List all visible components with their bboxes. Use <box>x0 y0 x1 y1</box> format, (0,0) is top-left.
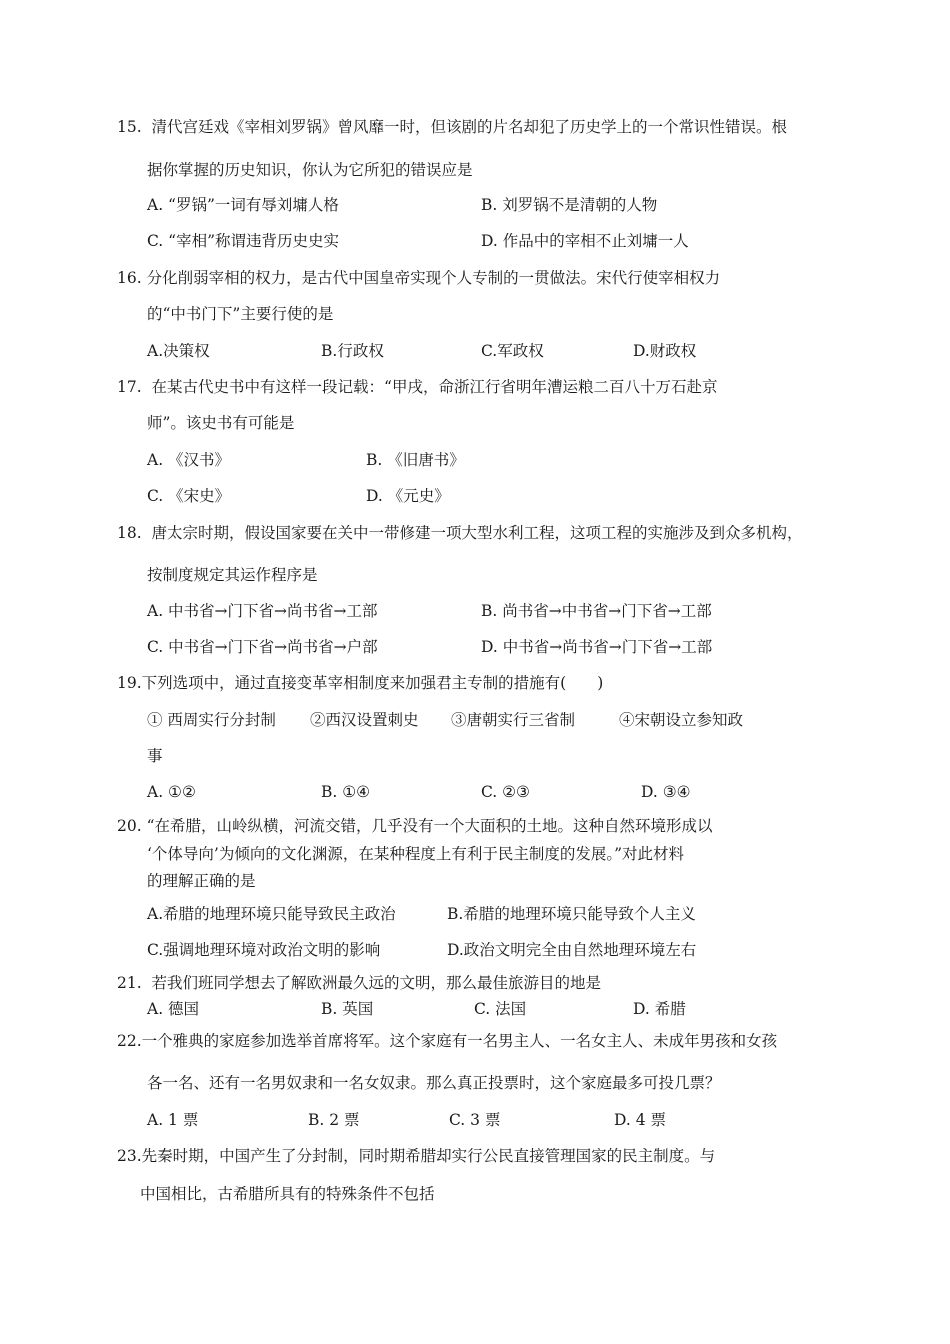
question-20-option-c: C.强调地理环境对政治文明的影响 <box>147 941 381 959</box>
question-19-item-4-cont: 事 <box>147 747 163 765</box>
question-18-option-b: B. 尚书省→中书省→门下省→工部 <box>481 602 712 620</box>
question-22-option-b: B. 2 票 <box>308 1111 360 1129</box>
question-17-option-b: B. 《旧唐书》 <box>366 451 465 469</box>
question-19-item-3: ③唐朝实行三省制 <box>451 711 576 729</box>
question-19-item-1: ① 西周实行分封制 <box>147 711 276 729</box>
question-16-line-1: 16. 分化削弱宰相的权力，是古代中国皇帝实现个人专制的一贯做法。宋代行使宰相权力 <box>117 269 721 287</box>
question-15-option-b: B. 刘罗锅不是清朝的人物 <box>481 196 658 214</box>
question-17-option-c: C. 《宋史》 <box>147 487 231 505</box>
question-16-option-d: D.财政权 <box>633 342 697 360</box>
question-22-option-a: A. 1 票 <box>147 1111 199 1129</box>
question-20-line-1: 20. “在希腊，山岭纵横，河流交错，几乎没有一个大面积的土地。这种自然环境形成以 <box>117 817 713 835</box>
question-22-line-2: 各一名、还有一名男奴隶和一名女奴隶。那么真正投票时，这个家庭最多可投几票？ <box>147 1074 721 1092</box>
question-15-option-d: D. 作品中的宰相不止刘墉一人 <box>481 232 689 250</box>
question-20-option-a: A.希腊的地理环境只能导致民主政治 <box>147 905 396 923</box>
question-19-item-2: ②西汉设置刺史 <box>310 711 419 729</box>
question-21-option-b: B. 英国 <box>321 1000 374 1018</box>
question-20-line-2: ‘个体导向’为倾向的文化渊源，在某种程度上有利于民主制度的发展。”对此材料 <box>147 845 685 863</box>
question-19-item-4: ④宋朝设立参知政 <box>619 711 744 729</box>
question-17-line-1: 17. 在某古代史书中有这样一段记载：“甲戌，命浙江行省明年漕运粮二百八十万石赴京 <box>117 378 718 396</box>
question-19-option-c: C. ②③ <box>481 783 530 801</box>
question-19-option-d: D. ③④ <box>641 783 691 801</box>
question-18-option-d: D. 中书省→尚书省→门下省→工部 <box>481 638 713 656</box>
question-15-line-1: 15. 清代宫廷戏《宰相刘罗锅》曾风靡一时，但该剧的片名却犯了历史学上的一个常识性错误。根 <box>117 118 788 136</box>
question-23-line-1: 23.先秦时期，中国产生了分封制，同时期希腊却实行公民直接管理国家的民主制度。与 <box>117 1147 716 1165</box>
question-20-option-d: D.政治文明完全由自然地理环境左右 <box>447 941 697 959</box>
question-15-line-2: 据你掌握的历史知识，你认为它所犯的错误应是 <box>147 161 473 179</box>
question-21-line-1: 21. 若我们班同学想去了解欧洲最久远的文明，那么最佳旅游目的地是 <box>117 974 602 992</box>
question-18-option-a: A. 中书省→门下省→尚书省→工部 <box>147 602 378 620</box>
question-18-option-c: C. 中书省→门下省→尚书省→户部 <box>147 638 378 656</box>
question-21-option-d: D. 希腊 <box>633 1000 686 1018</box>
question-17-option-a: A. 《汉书》 <box>147 451 231 469</box>
question-16-option-b: B.行政权 <box>321 342 384 360</box>
question-19-line-1: 19.下列选项中，通过直接变革宰相制度来加强君主专制的措施有( ) <box>117 674 604 692</box>
question-22-line-1: 22.一个雅典的家庭参加选举首席将军。这个家庭有一名男主人、一名女主人、未成年男孩和女孩 <box>117 1032 778 1050</box>
question-17-line-2: 师”。该史书有可能是 <box>147 414 295 432</box>
question-22-option-c: C. 3 票 <box>449 1111 501 1129</box>
question-18-line-1: 18. 唐太宗时期，假设国家要在关中一带修建一项大型水利工程，这项工程的实施涉及到众多机构， <box>117 524 803 542</box>
question-20-option-b: B.希腊的地理环境只能导致个人主义 <box>447 905 696 923</box>
question-17-option-d: D. 《元史》 <box>366 487 450 505</box>
question-21-option-c: C. 法国 <box>474 1000 527 1018</box>
question-19-option-a: A. ①② <box>147 783 196 801</box>
question-16-option-c: C.军政权 <box>481 342 544 360</box>
question-22-option-d: D. 4 票 <box>614 1111 667 1129</box>
question-16-line-2: 的“中书门下”主要行使的是 <box>147 305 334 323</box>
question-20-line-3: 的理解正确的是 <box>147 872 256 890</box>
question-15-option-a: A. “罗锅”一词有辱刘墉人格 <box>147 196 339 214</box>
question-23-line-2: 中国相比，古希腊所具有的特殊条件不包括 <box>140 1185 435 1203</box>
question-21-option-a: A. 德国 <box>147 1000 200 1018</box>
question-18-line-2: 按制度规定其运作程序是 <box>147 566 318 584</box>
question-16-option-a: A.决策权 <box>147 342 210 360</box>
question-19-option-b: B. ①④ <box>321 783 371 801</box>
question-15-option-c: C. “宰相”称谓违背历史史实 <box>147 232 340 250</box>
